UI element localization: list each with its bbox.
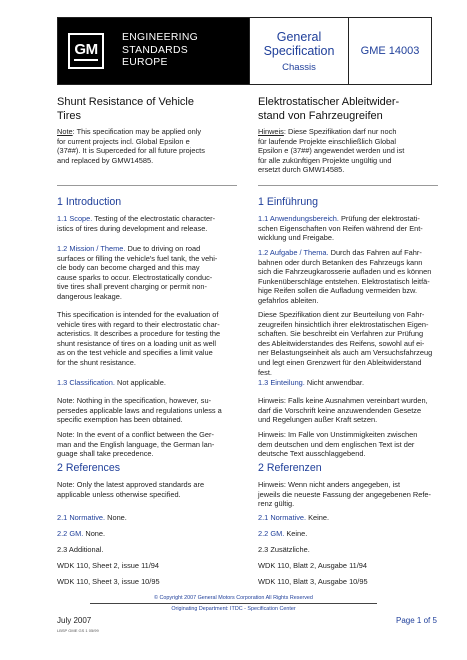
legal-note-de: Hinweis: Falls keine Ausnahmen vereinbart wurden, darf die Vorschrift keine anzuwendenden Gesetze und Regelungen außer Kraft setzen. (258, 396, 428, 425)
reference-item: WDK 110, Blatt 3, Ausgabe 10/95 (258, 577, 368, 586)
section-heading-referenzen: 2 Referenzen (258, 462, 322, 474)
reference-item: WDK 110, Blatt 2, Ausgabe 11/94 (258, 561, 368, 570)
references-note-de: Hinweis: Wenn nicht anders angegeben, ist jeweils die neueste Fassung der angegebenen Refe- renz gültig. (258, 480, 431, 509)
mission-paragraph-de: 1.2 Aufgabe / Thema. Durch das Fahren auf Fahr- bahnen oder durch Betanken des Fahrzeugs kann sich die Fahrzeugkarosserie aufladen und es können Funkenüberschläge entstehen. Elektrostatisch leitfä- hige Reifen sollen die Aufladung vermeiden bzw. gefahrlos ableiten. (258, 248, 432, 305)
references-note-en: Note: Only the latest approved standards are applicable unless otherwise specified. (57, 480, 205, 499)
additional-refs-heading-de: 2.3 Zusätzliche. (258, 545, 310, 554)
form-code: LBSP GME GS 1 05/99 (57, 628, 99, 633)
spec-type-line2: Specification (263, 43, 335, 58)
purpose-paragraph-de: Diese Spezifikation dient zur Beurteilung von Fahr- zeugreifen hinsichtlich ihrer elektrostatischen Eigen- schaften. Sie beschreibt ein Verfahren zur Prüfung des Ableitwiderstandes des Reifens, sowohl auf ei- ner Belastungseinheit als auch am Versuchsfahrzeug und legt einen Grenzwert für den Ableitwiderstand fest. (258, 310, 433, 377)
language-note-de: Hinweis: Im Falle von Unstimmigkeiten zwischen dem deutschen und dem englischen Text ist der deutsche Text ausschlaggebend. (258, 430, 418, 459)
scope-paragraph-en: 1.1 Scope. Testing of the electrostatic character- istics of tires during development and release. (57, 214, 216, 233)
reference-item: WDK 110, Sheet 2, issue 11/94 (57, 561, 160, 570)
scope-paragraph-de: 1.1 Anwendungsbereich. Prüfung der elektrostati- schen Eigenschaften von Reifen während der Ent- wicklung und Freigabe. (258, 214, 423, 243)
gm-refs-en: 2.2 GM. None. (57, 529, 106, 538)
footer-divider (90, 603, 377, 604)
section-heading-einfuehrung: 1 Einführung (258, 196, 319, 208)
legal-note-en: Note: Nothing in the specification, however, su- persedes applicable laws and regulations unless a specific exemption has been obtained. (57, 396, 222, 425)
classification-paragraph-en: 1.3 Classification. Not applicable. (57, 378, 166, 387)
originating-department: Originating Department: ITDC - Specification Center (171, 606, 296, 612)
normative-refs-de: 2.1 Normative. Keine. (258, 513, 330, 522)
spec-type-cell (249, 18, 349, 84)
normative-refs-en: 2.1 Normative. None. (57, 513, 127, 522)
page-number: Page 1 of 5 (396, 616, 437, 625)
spec-category: Chassis (282, 61, 316, 73)
org-name: ENGINEERING STANDARDS EUROPE (122, 32, 199, 69)
gm-logo (68, 33, 104, 69)
divider (57, 185, 237, 186)
classification-paragraph-de: 1.3 Einteilung. Nicht anwendbar. (258, 378, 365, 387)
gm-refs-de: 2.2 GM. Keine. (258, 529, 308, 538)
mission-paragraph-en: 1.2 Mission / Theme. Due to driving on road surfaces or filling the vehicle's fuel tank, the vehi- cle body can become charged and this may cause sparks to occur. Electrostatically conduc- tive tires shall prevent charging or permit non- dangerous leakage. (57, 244, 218, 301)
header-brand-block (58, 18, 249, 84)
copyright-notice: © Copyright 2007 General Motors Corporation All Rights Reserved (154, 595, 313, 601)
spec-type-line1: General (276, 29, 322, 44)
title-de: Elektrostatischer Ableitwider- stand von Fahrzeugreifen (258, 96, 400, 122)
publication-date: July 2007 (57, 616, 92, 625)
document-header (57, 17, 432, 85)
divider (258, 185, 438, 186)
section-heading-introduction: 1 Introduction (57, 196, 122, 208)
doc-number: GME 14003 (360, 45, 420, 57)
purpose-paragraph-en: This specification is intended for the evaluation of vehicle tires with regard to their electrostatic char- acteristics. It describes a procedure for testing the shunt resistance of tires on a loading unit as well as on the test vehicle and specifies a limit value for the shunt resistance. (57, 310, 221, 367)
language-note-en: Note: In the event of a conflict between the Ger- man and the English language, the German lan- guage shall take precedence. (57, 430, 215, 459)
title-en: Shunt Resistance of Vehicle Tires (57, 96, 194, 122)
gm-logo-text: GM (74, 40, 98, 58)
superseded-note-en: Note: This specification may be applied only for current projects incl. Global Epsilon e (37##). It is Superceded for all future projects and replaced by GMW14585. (57, 127, 205, 165)
additional-refs-heading-en: 2.3 Additional. (57, 545, 104, 554)
superseded-note-de: Hinweis: Diese Spezifikation darf nur noch für laufende Projekte einschließlich Global Epsilon e (37##) angewendet werden und ist für alle zukünftigen Projekte ungültig und ersetzt durch GMW14585. (258, 127, 405, 175)
section-heading-references: 2 References (57, 462, 121, 474)
reference-item: WDK 110, Sheet 3, issue 10/95 (57, 577, 160, 586)
